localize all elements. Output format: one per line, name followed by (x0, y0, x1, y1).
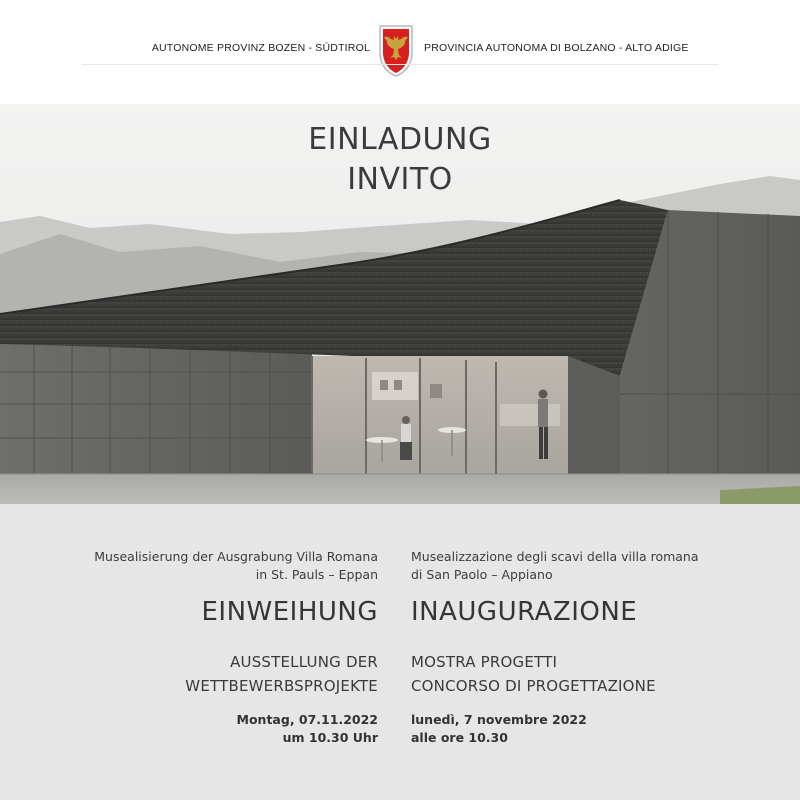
german-time-line: um 10.30 Uhr (282, 730, 378, 745)
german-exhibit-line2: WETTBEWERBSPROJEKTE (185, 677, 378, 695)
german-subtitle-line1: Musealisierung der Ausgrabung Villa Romana (94, 549, 378, 564)
italian-subtitle-line1: Musealizzazione degli scavi della villa romana (411, 549, 699, 564)
italian-exhibit-line2: CONCORSO DI PROGETTAZIONE (411, 677, 656, 695)
invitation-title-german: EINLADUNG (308, 122, 492, 157)
italian-exhibit-line1: MOSTRA PROGETTI (411, 653, 558, 671)
italian-project-subtitle (411, 548, 699, 584)
italian-subtitle-line2: di San Paolo – Appiano (411, 567, 553, 582)
italian-time-line: alle ore 10.30 (411, 730, 508, 745)
italian-headline: INAUGURAZIONE (411, 597, 638, 627)
header-italian-province: PROVINCIA AUTONOMA DI BOLZANO - ALTO ADIGE (424, 42, 689, 54)
event-details (0, 504, 800, 800)
tyrolean-eagle-crest-icon (374, 22, 418, 78)
german-subtitle-line2: in St. Pauls – Eppan (255, 567, 378, 582)
german-project-subtitle (94, 548, 378, 584)
german-date (237, 711, 378, 747)
german-exhibit-line1: AUSSTELLUNG DER (230, 653, 378, 671)
german-headline: EINWEIHUNG (201, 597, 378, 627)
letterhead (0, 0, 800, 104)
museum-rendering (0, 104, 800, 504)
italian-date-line1: lunedì, 7 novembre 2022 (411, 712, 587, 727)
german-exhibition (185, 650, 378, 698)
italian-date (411, 711, 587, 747)
italian-exhibition (411, 650, 656, 698)
german-date-line1: Montag, 07.11.2022 (236, 712, 378, 727)
invitation-title (0, 120, 800, 200)
invitation-title-italian: INVITO (347, 162, 453, 197)
header-german-province: AUTONOME PROVINZ BOZEN - SÜDTIROL (151, 42, 370, 54)
header-divider (82, 64, 718, 65)
